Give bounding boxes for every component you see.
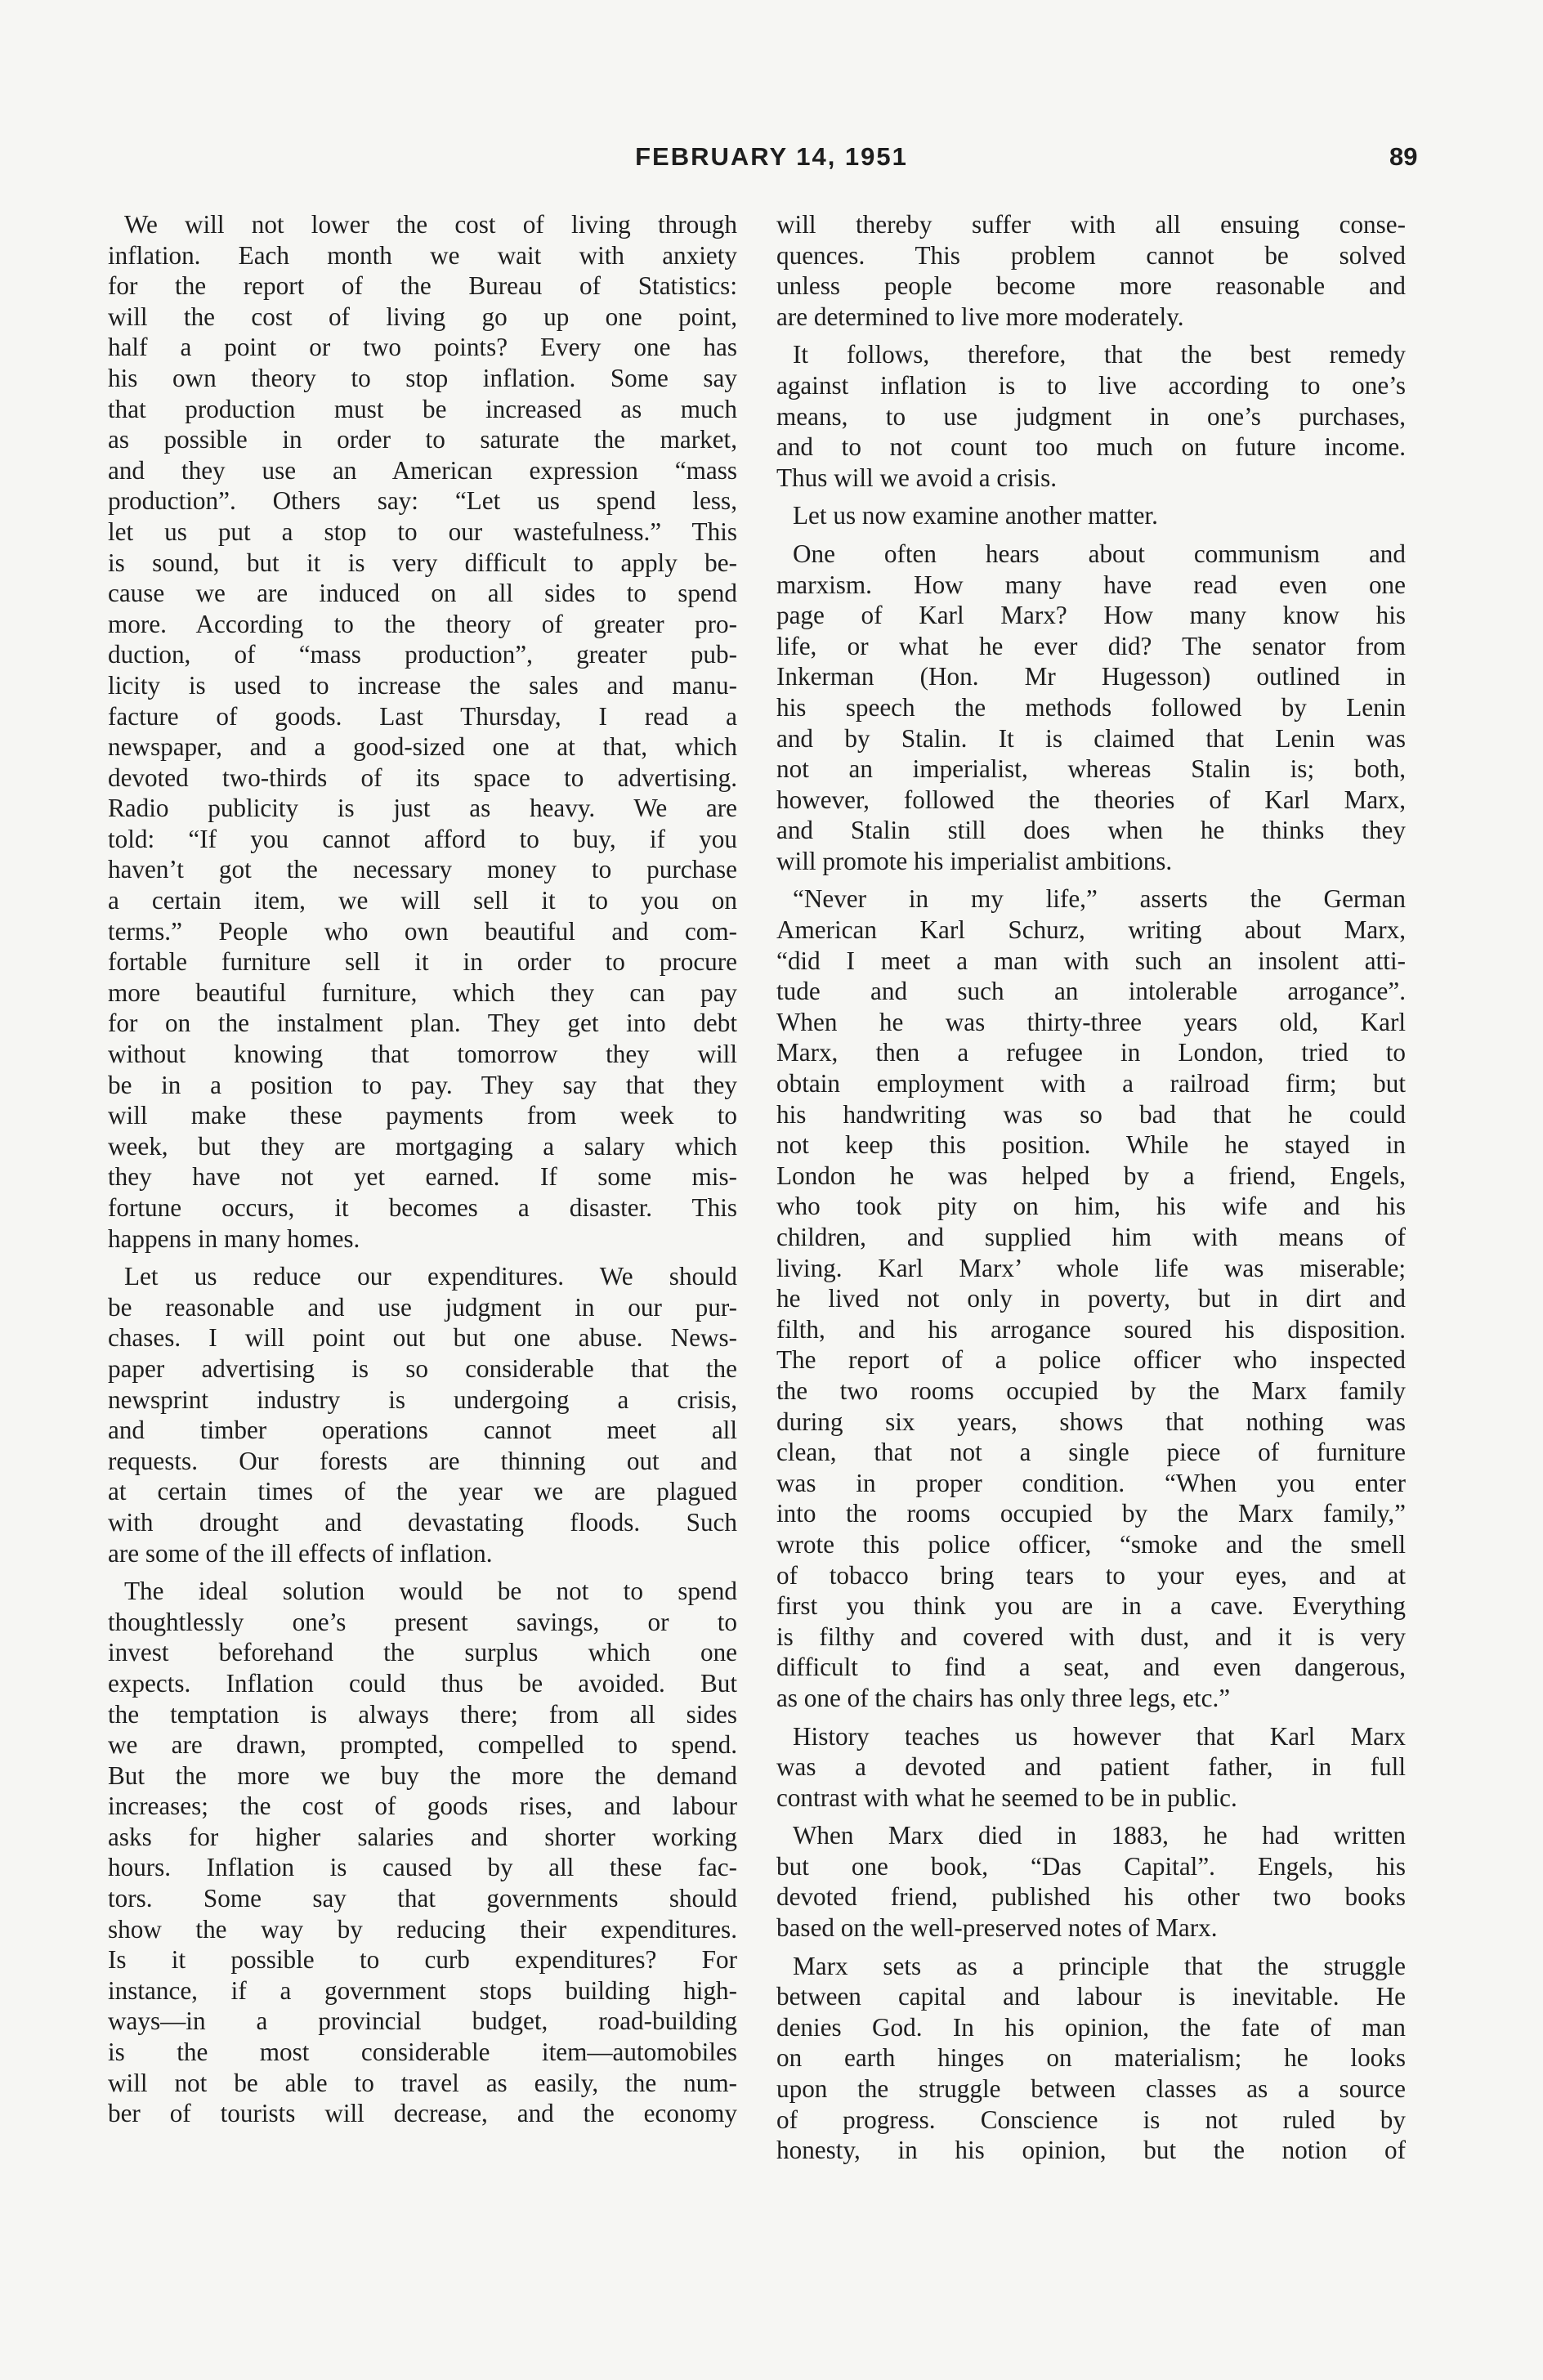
text-line: The ideal solution would be not to spend bbox=[124, 1577, 737, 1606]
text-line: upon the struggle between classes as a source bbox=[776, 2074, 1406, 2104]
text-line: page of Karl Marx? How many know his bbox=[776, 601, 1406, 630]
text-line: Is it possible to curb expenditures? For bbox=[108, 1945, 737, 1975]
text-line: invest beforehand the surplus which one bbox=[108, 1638, 737, 1667]
text-line: terms.” People who own beautiful and com- bbox=[108, 916, 737, 946]
text-line: American Karl Schurz, writing about Marx, bbox=[776, 915, 1406, 945]
text-line: It follows, therefore, that the best remedy bbox=[793, 340, 1406, 369]
text-line: more. According to the theory of greater pro- bbox=[108, 609, 737, 638]
text-line: Inkerman (Hon. Mr Hugesson) outlined in bbox=[776, 662, 1406, 691]
text-line: half a point or two points? Every one has bbox=[108, 333, 737, 362]
text-line: more beautiful furniture, which they can pay bbox=[108, 978, 737, 1007]
text-line: duction, of “mass production”, greater pub- bbox=[108, 640, 737, 669]
header-date: FEBRUARY 14, 1951 bbox=[635, 142, 908, 171]
text-line: When he was thirty-three years old, Karl bbox=[776, 1007, 1406, 1036]
text-line: unless people become more reasonable and bbox=[776, 271, 1406, 301]
paragraph bbox=[760, 1951, 1406, 2166]
text-line: History teaches us however that Karl Marx bbox=[793, 1721, 1406, 1751]
text-line: are determined to live more moderately. bbox=[776, 302, 1184, 331]
text-line: expects. Inflation could thus be avoided. But bbox=[108, 1668, 737, 1698]
text-line: as possible in order to saturate the market, bbox=[108, 425, 737, 454]
text-line: paper advertising is so considerable that the bbox=[108, 1353, 737, 1383]
paragraph bbox=[760, 539, 1406, 877]
text-line: that production must be increased as much bbox=[108, 394, 737, 423]
text-line: be reasonable and use judgment in our pur- bbox=[108, 1292, 737, 1322]
paragraph bbox=[92, 1576, 737, 2129]
text-line: and by Stalin. It is claimed that Lenin was bbox=[776, 723, 1406, 753]
text-line: be in a position to pay. They say that they bbox=[108, 1070, 737, 1099]
text-line: devoted two-thirds of its space to advertising. bbox=[108, 763, 737, 792]
text-line: his speech the methods followed by Lenin bbox=[776, 692, 1406, 722]
text-line: clean, that not a single piece of furniture bbox=[776, 1438, 1406, 1467]
text-line: week, but they are mortgaging a salary which bbox=[108, 1131, 737, 1161]
text-line: filth, and his arrogance soured his disposition. bbox=[776, 1314, 1406, 1344]
text-line: fortable furniture sell it in order to procure bbox=[108, 947, 737, 977]
text-line: asks for higher salaries and shorter working bbox=[108, 1822, 737, 1851]
text-line: will the cost of living go up one point, bbox=[108, 302, 737, 331]
left-column bbox=[92, 209, 737, 2136]
text-line: tude and such an intolerable arrogance”. bbox=[776, 977, 1406, 1006]
text-line: ways—in a provincial budget, road-building bbox=[108, 2006, 737, 2036]
text-line: chases. I will point out but one abuse. News- bbox=[108, 1323, 737, 1353]
text-line: let us put a stop to our wastefulness.” This bbox=[108, 517, 737, 546]
text-line: between capital and labour is inevitable. He bbox=[776, 1982, 1406, 2011]
text-line: and to not count too much on future income. bbox=[776, 432, 1406, 462]
paragraph bbox=[760, 884, 1406, 1713]
text-line: happens in many homes. bbox=[108, 1224, 360, 1253]
text-line: however, followed the theories of Karl Marx, bbox=[776, 785, 1406, 814]
text-line: facture of goods. Last Thursday, I read a bbox=[108, 701, 737, 731]
text-line: obtain employment with a railroad firm; but bbox=[776, 1069, 1406, 1098]
text-line: hours. Inflation is caused by all these fac- bbox=[108, 1853, 737, 1882]
text-line: London he was helped by a friend, Engels, bbox=[776, 1161, 1406, 1190]
text-line: against inflation is to live according to one’s bbox=[776, 370, 1406, 400]
text-line: We will not lower the cost of living through bbox=[124, 210, 737, 239]
text-line: not keep this position. While he stayed in bbox=[776, 1130, 1406, 1160]
text-line: quences. This problem cannot be solved bbox=[776, 240, 1406, 270]
paragraph bbox=[760, 1721, 1406, 1814]
text-line: haven’t got the necessary money to purchase bbox=[108, 855, 737, 884]
paragraph bbox=[760, 1820, 1406, 1943]
text-line: he lived not only in poverty, but in dirt and bbox=[776, 1284, 1406, 1313]
text-line: not an imperialist, whereas Stalin is; both, bbox=[776, 754, 1406, 784]
text-line: living. Karl Marx’ whole life was miserable; bbox=[776, 1253, 1406, 1282]
text-line: for on the instalment plan. They get into debt bbox=[108, 1009, 737, 1038]
text-line: requests. Our forests are thinning out and bbox=[108, 1446, 737, 1475]
text-line: is filthy and covered with dust, and it is very bbox=[776, 1622, 1406, 1651]
text-line: his own theory to stop inflation. Some say bbox=[108, 363, 737, 392]
text-line: at certain times of the year we are plagued bbox=[108, 1477, 737, 1506]
text-line: production”. Others say: “Let us spend less, bbox=[108, 486, 737, 516]
text-line: Radio publicity is just as heavy. We are bbox=[108, 794, 737, 823]
text-line: When Marx died in 1883, he had written bbox=[793, 1821, 1406, 1850]
text-line: a certain item, we will sell it to you on bbox=[108, 886, 737, 915]
text-line: Let us now examine another matter. bbox=[793, 501, 1158, 530]
right-column bbox=[760, 209, 1406, 2173]
text-line: life, or what he ever did? The senator from bbox=[776, 631, 1406, 660]
text-line: will thereby suffer with all ensuing conse- bbox=[776, 210, 1406, 239]
text-line: will make these payments from week to bbox=[108, 1101, 737, 1130]
text-line: into the rooms occupied by the Marx family,” bbox=[776, 1499, 1406, 1528]
text-line: and timber operations cannot meet all bbox=[108, 1416, 737, 1445]
text-line: told: “If you cannot afford to buy, if you bbox=[108, 824, 737, 853]
paragraph bbox=[760, 339, 1406, 493]
paragraph bbox=[760, 209, 1406, 332]
text-line: for the report of the Bureau of Statistics: bbox=[108, 271, 737, 301]
text-line: during six years, shows that nothing was bbox=[776, 1407, 1406, 1436]
text-line: with drought and devastating floods. Such bbox=[108, 1507, 737, 1537]
text-line: The report of a police officer who inspected bbox=[776, 1345, 1406, 1375]
text-line: fortune occurs, it becomes a disaster. This bbox=[108, 1193, 737, 1222]
text-line: instance, if a government stops building high- bbox=[108, 1975, 737, 2005]
text-line: will not be able to travel as easily, the num- bbox=[108, 2068, 737, 2097]
paragraph bbox=[760, 500, 1406, 531]
text-line: based on the well-preserved notes of Marx. bbox=[776, 1913, 1218, 1943]
page-number: 89 bbox=[1389, 142, 1418, 171]
text-line: is the most considerable item—automobiles bbox=[108, 2038, 737, 2067]
text-line: we are drawn, prompted, compelled to spend. bbox=[108, 1730, 737, 1760]
text-line: they have not yet earned. If some mis- bbox=[108, 1162, 737, 1192]
text-line: cause we are induced on all sides to spend bbox=[108, 579, 737, 608]
text-line: of progress. Conscience is not ruled by bbox=[776, 2105, 1406, 2134]
text-line: marxism. How many have read even one bbox=[776, 570, 1406, 599]
text-line: as one of the chairs has only three legs, etc.” bbox=[776, 1683, 1231, 1712]
text-line: and they use an American expression “mass bbox=[108, 455, 737, 485]
text-line: Let us reduce our expenditures. We should bbox=[124, 1262, 737, 1291]
text-line: But the more we buy the more the demand bbox=[108, 1760, 737, 1790]
text-line: newsprint industry is undergoing a crisis, bbox=[108, 1385, 737, 1414]
text-line: honesty, in his opinion, but the notion of bbox=[776, 2136, 1406, 2165]
text-line: “Never in my life,” asserts the German bbox=[793, 884, 1406, 914]
text-line: inflation. Each month we wait with anxiety bbox=[108, 240, 737, 270]
text-line: difficult to find a seat, and even dangerous, bbox=[776, 1653, 1406, 1682]
page-header bbox=[0, 142, 1543, 178]
text-line: of tobacco bring tears to your eyes, and at bbox=[776, 1560, 1406, 1590]
text-line: the temptation is always there; from all sides bbox=[108, 1699, 737, 1729]
paragraph bbox=[92, 209, 737, 1254]
text-line: Thus will we avoid a crisis. bbox=[776, 463, 1058, 492]
text-line: was a devoted and patient father, in full bbox=[776, 1752, 1406, 1782]
text-line: increases; the cost of goods rises, and labour bbox=[108, 1792, 737, 1821]
text-line: show the way by reducing their expenditures. bbox=[108, 1914, 737, 1944]
text-line: Marx, then a refugee in London, tried to bbox=[776, 1038, 1406, 1067]
text-line: first you think you are in a cave. Everything bbox=[776, 1591, 1406, 1621]
text-line: without knowing that tomorrow they will bbox=[108, 1040, 737, 1069]
text-line: who took pity on him, his wife and his bbox=[776, 1192, 1406, 1221]
text-line: are some of the ill effects of inflation. bbox=[108, 1538, 493, 1568]
text-line: denies God. In his opinion, the fate of man bbox=[776, 2012, 1406, 2042]
text-line: the two rooms occupied by the Marx family bbox=[776, 1376, 1406, 1405]
text-line: wrote this police officer, “smoke and the smell bbox=[776, 1529, 1406, 1559]
text-line: will promote his imperialist ambitions. bbox=[776, 846, 1173, 875]
text-line: newspaper, and a good-sized one at that, which bbox=[108, 732, 737, 762]
text-line: was in proper condition. “When you enter bbox=[776, 1468, 1406, 1497]
text-line: on earth hinges on materialism; he looks bbox=[776, 2043, 1406, 2073]
text-line: “did I meet a man with such an insolent atti- bbox=[776, 946, 1406, 975]
text-line: means, to use judgment in one’s purchases, bbox=[776, 401, 1406, 431]
paragraph bbox=[92, 1261, 737, 1568]
text-line: licity is used to increase the sales and manu- bbox=[108, 670, 737, 700]
text-line: Marx sets as a principle that the struggle bbox=[793, 1951, 1406, 1980]
text-line: and Stalin still does when he thinks they bbox=[776, 816, 1406, 845]
text-line: but one book, “Das Capital”. Engels, his bbox=[776, 1851, 1406, 1881]
text-line: devoted friend, published his other two books bbox=[776, 1882, 1406, 1912]
text-line: his handwriting was so bad that he could bbox=[776, 1099, 1406, 1129]
text-line: is sound, but it is very difficult to apply be- bbox=[108, 548, 737, 577]
text-line: contrast with what he seemed to be in public. bbox=[776, 1783, 1237, 1812]
text-line: tors. Some say that governments should bbox=[108, 1884, 737, 1913]
text-line: ber of tourists will decrease, and the economy bbox=[108, 2099, 737, 2128]
text-line: One often hears about communism and bbox=[793, 539, 1406, 568]
text-line: children, and supplied him with means of bbox=[776, 1223, 1406, 1251]
text-line: thoughtlessly one’s present savings, or to bbox=[108, 1607, 737, 1636]
